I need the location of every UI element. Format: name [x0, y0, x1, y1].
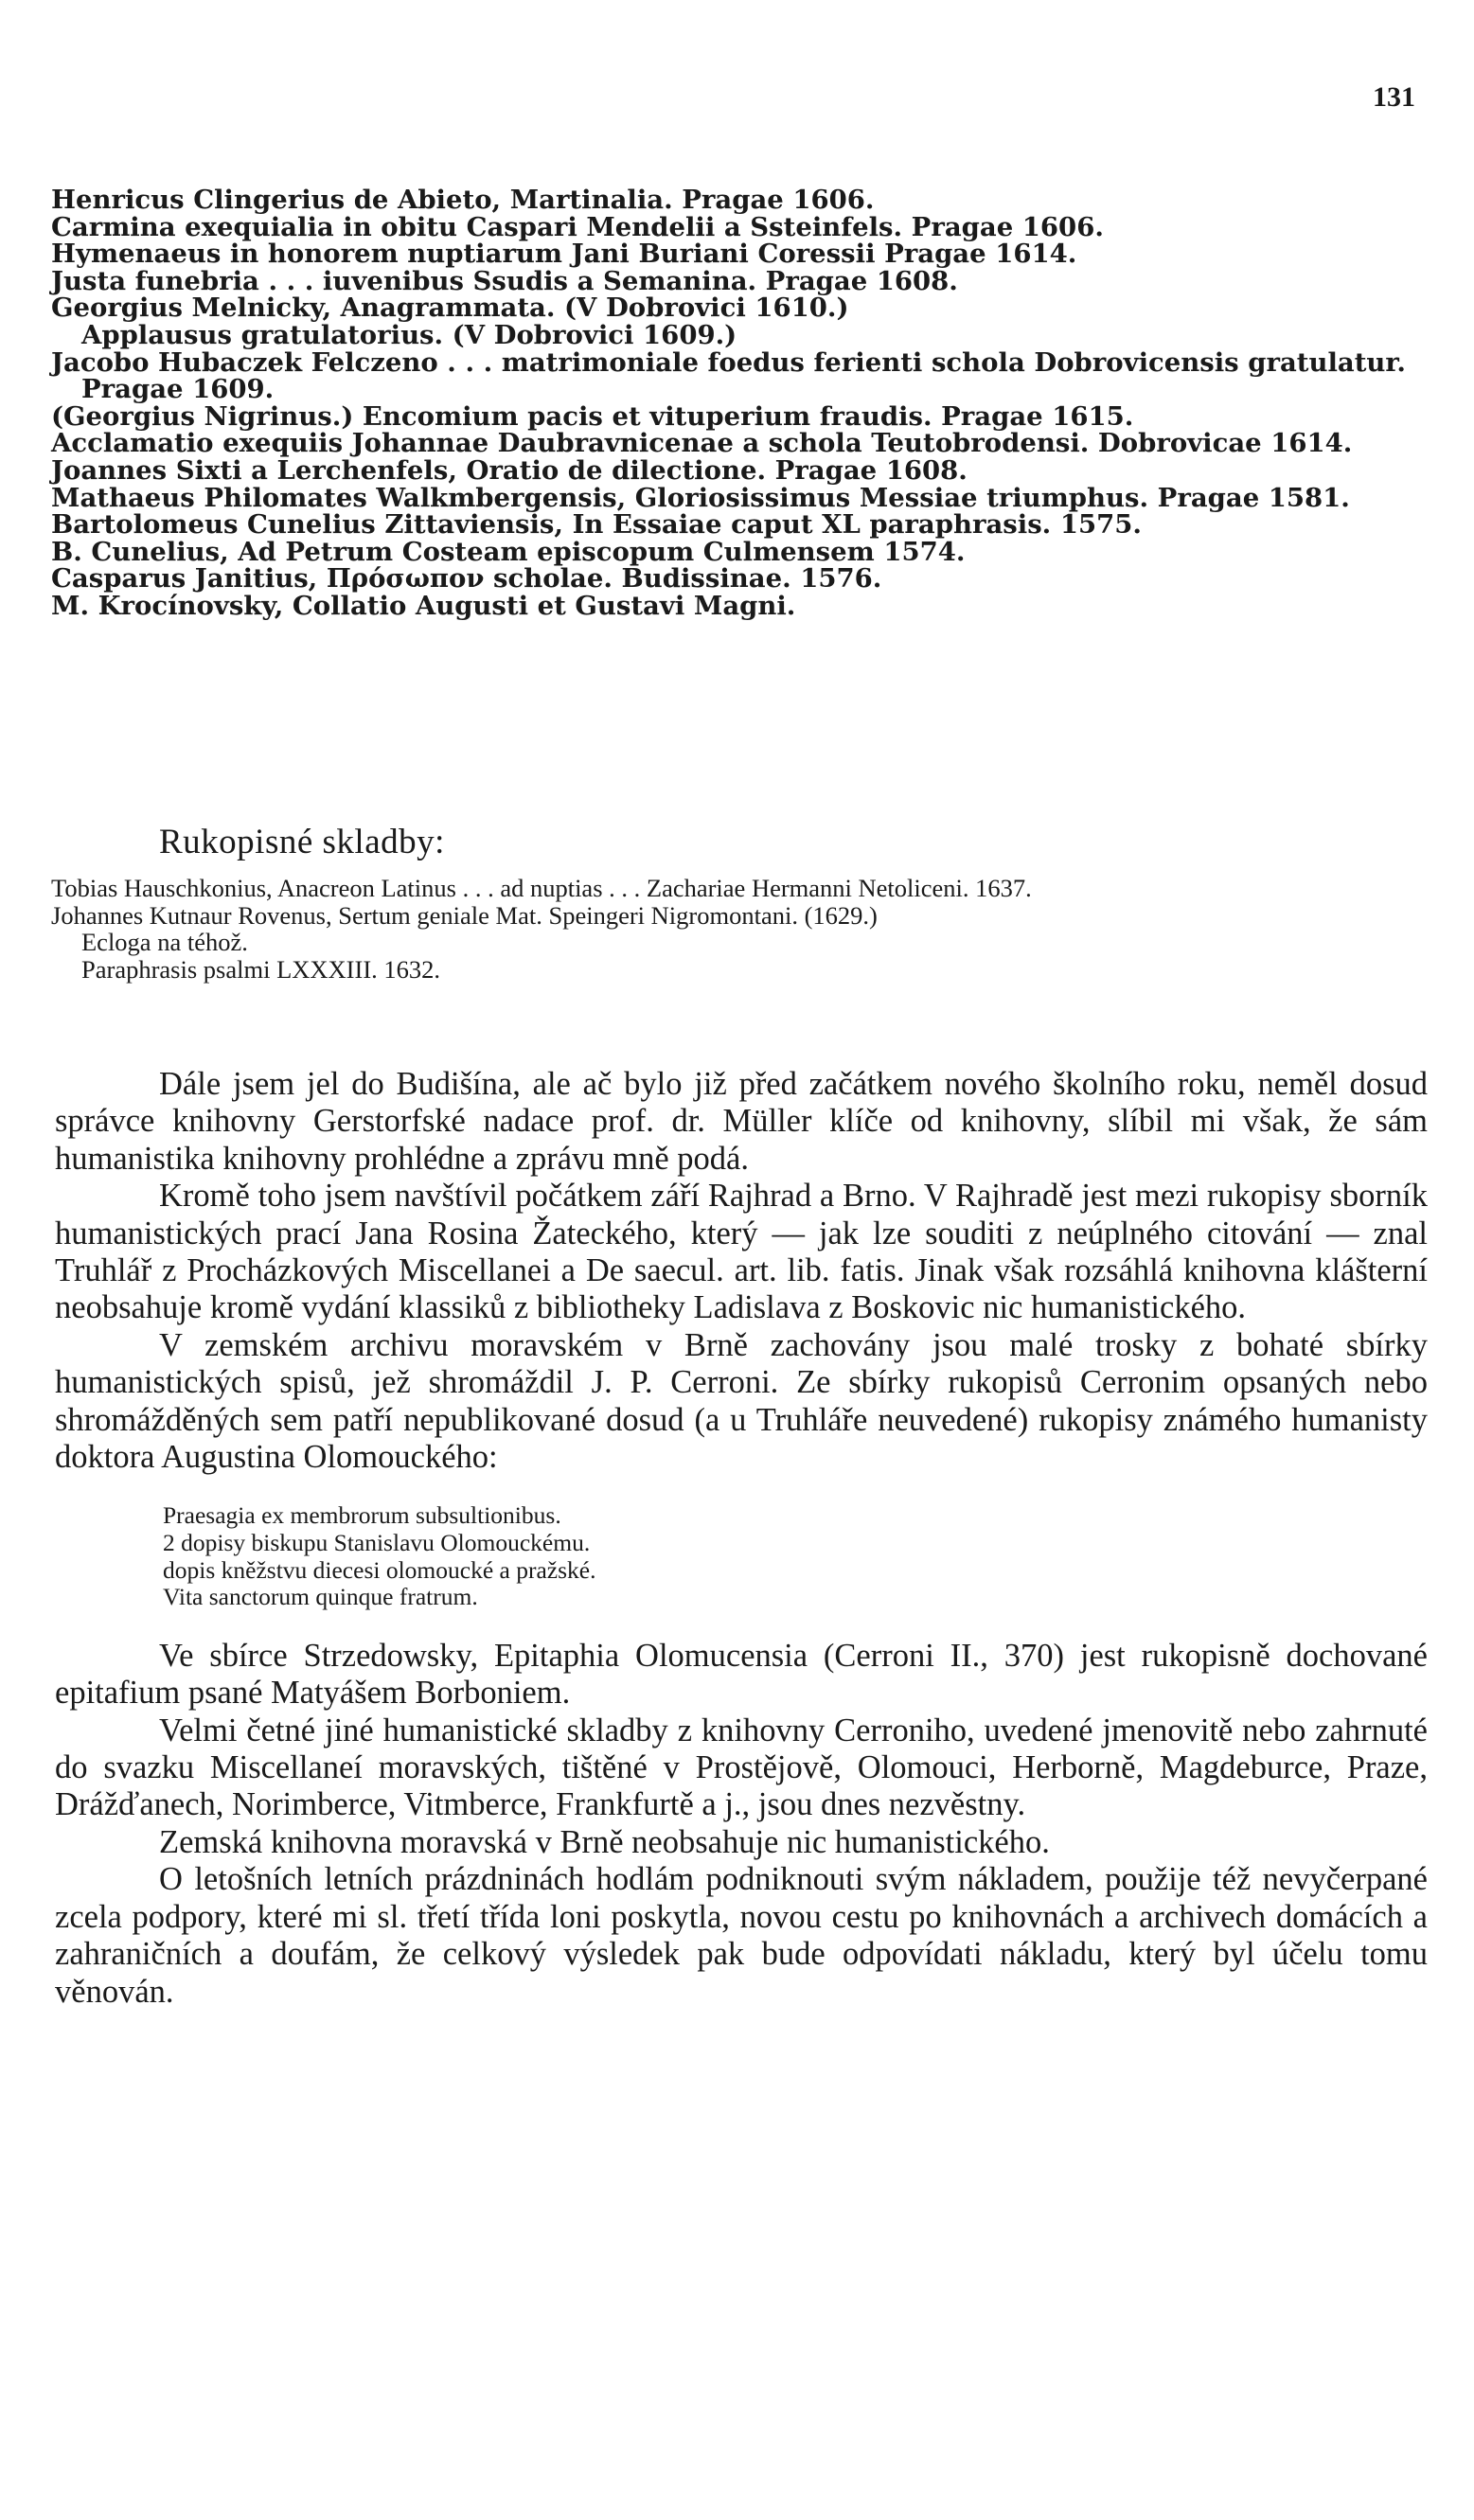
- paragraph: O letošních letních prázdninách hodlám podniknouti svým nákladem, použije též nevyčerpané zcela podpory, které mi sl. třetí třída loni poskytla, novou cestu po knihovnách a archivech domácích a zahraničních a doufám, že celkový výsledek pak bude odpovídati nákladu, který byl účelu tomu věnován.: [55, 1861, 1428, 2010]
- printed-works-list: [51, 186, 1433, 620]
- list-item: M. Krocínovsky, Collatio Augusti et Gustavi Magni.: [51, 590, 796, 621]
- paragraph: V zemském archivu moravském v Brně zachovány jsou malé trosky z bohaté sbírky humanistických spisů, jež shromáždil J. P. Cerroni. Ze sbírky rukopisů Cerronim opsaných nebo shromážděných sem patří nepublikované dosud (a u Truhláře neuvedené) rukopisy známého humanisty doktora Augustina Olomouckého:: [55, 1326, 1428, 1476]
- manuscripts-list: [51, 875, 1433, 983]
- list-item: Paraphrasis psalmi LXXXIII. 1632.: [81, 954, 441, 984]
- list-item: Carmina exequialia in obitu Caspari Mendelii a Ssteinfels. Pragae 1606.: [51, 211, 1104, 242]
- paragraph: Kromě toho jsem navštívil počátkem září Rajhrad a Brno. V Rajhradě jest mezi rukopisy sborník humanistických prací Jana Rosina Žateckého, který — jak lze souditi z neúplného citování — znal Truhlář z Procházkových Miscellanei a De saecul. art. lib. fatis. Jinak však rozsáhlá knihovna klášterní neobsahuje kromě vydání klassiků z bibliotheky Ladislava z Boskovic nic humanistického.: [55, 1178, 1428, 1326]
- list-item: 2 dopisy biskupu Stanislavu Olomouckému.: [163, 1529, 591, 1557]
- list-item: Casparus Janitius, Πρόσωπον scholae. Budissinae. 1576.: [51, 563, 882, 595]
- list-item: Johannes Kutnaur Rovenus, Sertum geniale Mat. Speingeri Nigromontani. (1629.): [51, 900, 878, 930]
- list-item: dopis kněžstvu diecesi olomoucké a pražské.: [163, 1555, 596, 1584]
- body-text: [55, 1066, 1428, 2011]
- list-item: Applausus gratulatorius. (V Dobrovici 1609.): [81, 319, 737, 350]
- list-item: (Georgius Nigrinus.) Encomium pacis et vituperium fraudis. Pragae 1615.: [51, 400, 1134, 432]
- paragraph: Dále jsem jel do Budišína, ale ač bylo již před začátkem nového školního roku, neměl dosud správce knihovny Gerstorfské nadace prof. dr. Müller klíče od knihovny, slíbil mi však, že sám humanistika knihovny prohlédne a zprávu mně podá.: [55, 1066, 1428, 1177]
- list-item: Bartolomeus Cunelius Zittaviensis, In Essaiae caput XL paraphrasis. 1575.: [51, 509, 1142, 541]
- list-item: Vita sanctorum quinque fratrum.: [163, 1583, 478, 1611]
- list-item: Mathaeus Philomates Walkmbergensis, Gloriosissimus Messiae triumphus. Pragae 1581.: [51, 482, 1350, 513]
- page-number: 131: [1373, 81, 1415, 113]
- section-heading: Rukopisné skladby:: [159, 823, 445, 861]
- list-item: Acclamatio exequiis Johannae Daubravnicenae a schola Teutobrodensi. Dobrovicae 1614.: [51, 428, 1353, 459]
- list-item: Tobias Hauschkonius, Anacreon Latinus . . . ad nuptias . . . Zachariae Hermanni Netoliceni. 1637.: [51, 874, 1032, 902]
- paragraph: Zemská knihovna moravská v Brně neobsahuje nic humanistického.: [159, 1823, 1050, 1860]
- paragraph: Velmi četné jiné humanistické skladby z knihovny Cerroniho, uvedené jmenovitě nebo zahrnuté do svazku Miscellaneí moravských, tištěné v Prostějově, Olomouci, Herborně, Magdeburce, Praze, Drážďanech, Norimberce, Vitmberce, Frankfurtě a j., jsou dnes nezvěstny.: [55, 1712, 1428, 1823]
- list-item: Hymenaeus in honorem nuptiarum Jani Buriani Coressii Pragae 1614.: [51, 239, 1077, 270]
- list-item: Jacobo Hubaczek Felczeno . . . matrimoniale foedus ferienti schola Dobrovicensis gratulatur. Pragae 1609.: [51, 346, 1406, 405]
- paragraph: Ve sbírce Strzedowsky, Epitaphia Olomucensia (Cerroni II., 370) jest rukopisně dochované epitafium psané Matyášem Borboniem.: [55, 1637, 1428, 1712]
- list-item: Ecloga na téhož.: [81, 928, 248, 957]
- list-item: B. Cunelius, Ad Petrum Costeam episcopum Culmensem 1574.: [51, 536, 966, 567]
- list-item: Praesagia ex membrorum subsultionibus.: [163, 1501, 561, 1530]
- list-item: Joannes Sixti a Lerchenfels, Oratio de dilectione. Pragae 1608.: [51, 454, 968, 486]
- list-item: Georgius Melnicky, Anagrammata. (V Dobrovici 1610.): [51, 293, 849, 324]
- quoted-list: [163, 1502, 1428, 1610]
- list-item: Justa funebria . . . iuvenibus Ssudis a Semanina. Pragae 1608.: [51, 265, 958, 296]
- list-item: Henricus Clingerius de Abieto, Martinalia. Pragae 1606.: [51, 185, 875, 215]
